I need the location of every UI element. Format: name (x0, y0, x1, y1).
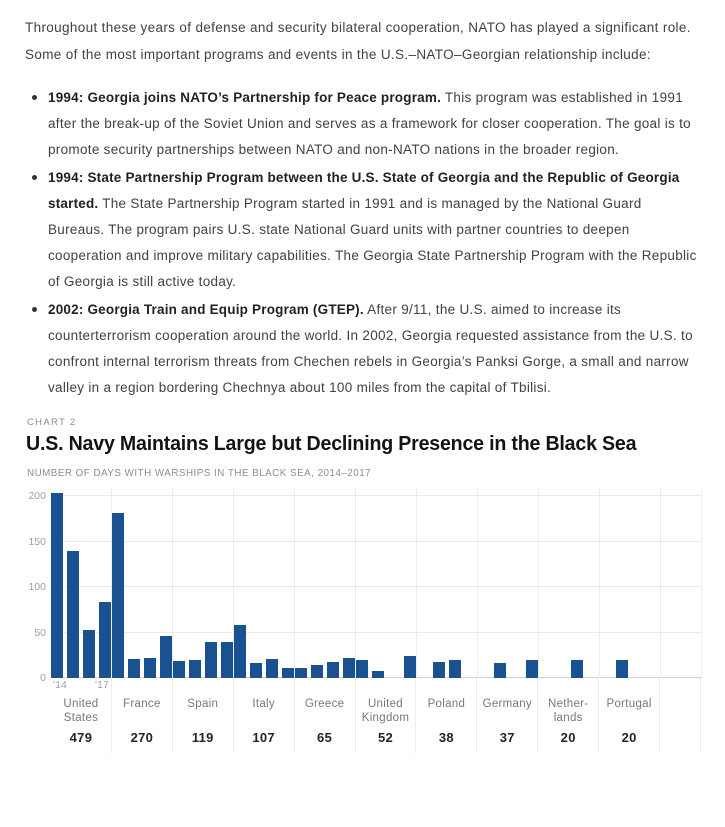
y-tick-label: 0 (40, 672, 46, 684)
bar-slot (189, 660, 201, 678)
bar-group (234, 488, 294, 678)
bar-slot (67, 551, 79, 678)
country-label-line: States (63, 712, 99, 724)
bar-group (539, 488, 599, 678)
country-total: 52 (377, 730, 394, 745)
plot-columns (51, 488, 701, 678)
bar-slot (234, 625, 246, 678)
country-label (538, 697, 598, 727)
country-label-line: Kingdom (361, 712, 410, 724)
bar-group (478, 488, 538, 678)
y-tick-label: 200 (28, 490, 46, 502)
intro-paragraph: Throughout these years of defense and security bilateral cooperation, NATO has played a significant role. Some of the most important programs and events in the U.S.–NATO–Georgian relationship include: (25, 20, 691, 62)
country-footer-column (477, 678, 538, 753)
bar-slot (205, 642, 217, 678)
bar-group (356, 488, 416, 678)
chart-kicker: CHART 2 (27, 417, 77, 428)
x-tick-label: '14 (53, 680, 67, 691)
country-column (539, 488, 600, 678)
bar (250, 663, 262, 678)
y-axis (25, 488, 51, 684)
bar-slot (128, 659, 140, 678)
country-column (478, 488, 539, 678)
bullet-dot-icon (32, 175, 37, 180)
chart-body (25, 488, 701, 684)
country-footer-column (112, 678, 173, 753)
country-label (234, 697, 294, 727)
country-label-line: United (63, 698, 99, 710)
y-tick-label: 50 (34, 626, 46, 639)
country-total: 65 (317, 730, 333, 745)
x-tick-row (356, 680, 416, 694)
bar-group (173, 488, 233, 678)
bar (295, 668, 307, 678)
country-label (295, 697, 355, 727)
bar (128, 659, 140, 678)
x-tick-row (173, 680, 233, 694)
country-footer-column (538, 678, 599, 753)
bar (266, 659, 278, 678)
chart-subtitle: NUMBER OF DAYS WITH WARSHIPS IN THE BLACK SEA, 2014–2017 (27, 468, 372, 479)
bar-slot (250, 663, 262, 678)
bar (404, 656, 416, 678)
bar-group (51, 488, 111, 678)
bar-slot (356, 660, 368, 678)
bar (372, 671, 384, 678)
country-total: 20 (621, 730, 637, 745)
bar-slot (160, 636, 172, 678)
country-total: 107 (252, 730, 275, 745)
country-column (51, 488, 112, 678)
y-tick-label: 150 (28, 535, 46, 548)
bar-slot (112, 513, 124, 678)
bar-slot (221, 642, 233, 678)
country-total: 38 (438, 730, 454, 745)
bar-slot (616, 660, 628, 678)
country-total: 479 (69, 730, 93, 745)
country-footer-column (416, 678, 477, 753)
bar (173, 661, 185, 678)
country-label-line: Portugal (606, 698, 652, 710)
bar-slot (51, 493, 63, 678)
bar (282, 668, 294, 678)
bar-slot (433, 662, 445, 678)
country-label (112, 697, 172, 727)
chart-footer (51, 678, 701, 753)
bar-slot (311, 665, 323, 678)
bar-slot (571, 660, 583, 678)
country-total: 119 (191, 730, 214, 745)
country-footer-column (51, 678, 112, 753)
bar-slot (266, 659, 278, 678)
bar (616, 660, 628, 678)
bar (99, 602, 111, 678)
bar (221, 642, 233, 678)
x-tick-label: '17 (95, 680, 109, 691)
bar-slot (327, 662, 339, 678)
country-label (477, 697, 537, 727)
country-label-line: Spain (187, 698, 219, 710)
bar (449, 660, 461, 678)
bar-slot (494, 663, 506, 678)
country-column (173, 488, 234, 678)
country-footer-column (599, 678, 660, 753)
bar (433, 662, 445, 678)
bullet-item-gtep (25, 297, 701, 401)
bar-group (600, 488, 660, 678)
country-total: 270 (130, 730, 154, 745)
bar (189, 660, 201, 678)
bar-slot (295, 668, 307, 678)
x-tick-row (234, 680, 294, 694)
plot-area (51, 488, 701, 678)
bar-group (417, 488, 477, 678)
bullet-lead: 1994: Georgia joins NATO’s Partnership for Peace program. (48, 90, 442, 105)
bullet-dot-icon (32, 307, 37, 312)
footer-tail-column (660, 678, 701, 753)
bar-slot (449, 660, 461, 678)
bullet-text: After 9/11, the U.S. aimed to increase its counterterrorism cooperation around the world. In 2002, Georgia requested assistance from the U.S. to confront internal terrorism threats from Chechen rebels in Georgia’s Panksi Gorge, a small and narrow valley in a region bordering Chechnya about 100 miles from the capital of Tbilisi. (48, 302, 693, 395)
country-label-line: France (123, 698, 161, 710)
x-tick-row (112, 680, 172, 694)
country-label (51, 697, 111, 727)
bar (494, 663, 506, 678)
country-label (356, 697, 416, 727)
country-label (416, 697, 476, 727)
x-tick-row (51, 680, 111, 694)
country-label-line: Germany (482, 698, 532, 710)
chart-section (25, 417, 701, 753)
bar (571, 660, 583, 678)
country-label-line: Poland (427, 698, 466, 710)
bullet-text: The State Partnership Program started in 1991 and is managed by the National Guard Bureaus. The program pairs U.S. state National Guard units with partner countries to deepen cooperation and improve military capabilities. The Georgia State Partnership Program with the Republic of Georgia is still active today. (48, 196, 697, 289)
country-footer-column (356, 678, 417, 753)
bar-slot (372, 671, 384, 678)
bar (234, 625, 246, 678)
country-footer-column (295, 678, 356, 753)
bullet-item-pfp (25, 85, 701, 163)
plot-tail-column (661, 488, 702, 678)
country-column (295, 488, 356, 678)
country-footer-column (173, 678, 234, 753)
bullet-item-spp (25, 165, 701, 295)
country-column (417, 488, 478, 678)
bar (112, 513, 124, 678)
x-tick-row (599, 680, 659, 694)
country-label (599, 697, 659, 727)
country-label-line: Nether- (547, 698, 589, 710)
bar (311, 665, 323, 678)
country-column (600, 488, 661, 678)
bar-slot (404, 656, 416, 678)
bar-slot (173, 661, 185, 678)
bar-group (112, 488, 172, 678)
bar (67, 551, 79, 678)
bullet-lead: 2002: Georgia Train and Equip Program (GTEP). (48, 302, 364, 317)
country-total: 37 (499, 730, 515, 745)
x-tick-row (538, 680, 598, 694)
x-tick-row (416, 680, 476, 694)
bar (343, 658, 355, 678)
bar (356, 660, 368, 678)
country-column (234, 488, 295, 678)
bar-slot (144, 658, 156, 678)
chart-title: U.S. Navy Maintains Large but Declining Presence in the Black Sea (26, 433, 637, 455)
bullet-text: This program was established in 1991 after the break-up of the Soviet Union and serves as a framework for closer cooperation. The goal is to promote security partnerships between NATO and non-NATO nations in the broader region. (48, 90, 691, 157)
bar (144, 658, 156, 678)
bar (51, 493, 63, 678)
bar (526, 660, 538, 678)
country-label-line: lands (553, 712, 583, 724)
bar-slot (99, 602, 111, 678)
country-column (356, 488, 417, 678)
y-tick-label: 100 (28, 581, 46, 593)
program-bullet-list (25, 85, 701, 401)
bar (205, 642, 217, 678)
bullet-lead: 1994: State Partnership Program between the U.S. State of Georgia and the Republic of Georgia started. (48, 170, 680, 211)
bar-slot (83, 630, 95, 678)
x-tick-row (477, 680, 537, 694)
bar (83, 630, 95, 678)
country-total: 20 (560, 730, 576, 745)
bar-slot (282, 668, 294, 678)
country-footer-column (234, 678, 295, 753)
country-label-line: United (367, 698, 403, 710)
bullet-dot-icon (32, 95, 37, 100)
bar (160, 636, 172, 678)
country-label (173, 697, 233, 727)
bar-group (295, 488, 355, 678)
bar-slot (526, 660, 538, 678)
country-label-line: Italy (252, 698, 275, 710)
x-tick-row (295, 680, 355, 694)
country-label-line: Greece (304, 698, 345, 710)
country-column (112, 488, 173, 678)
bar (327, 662, 339, 678)
bar-slot (343, 658, 355, 678)
